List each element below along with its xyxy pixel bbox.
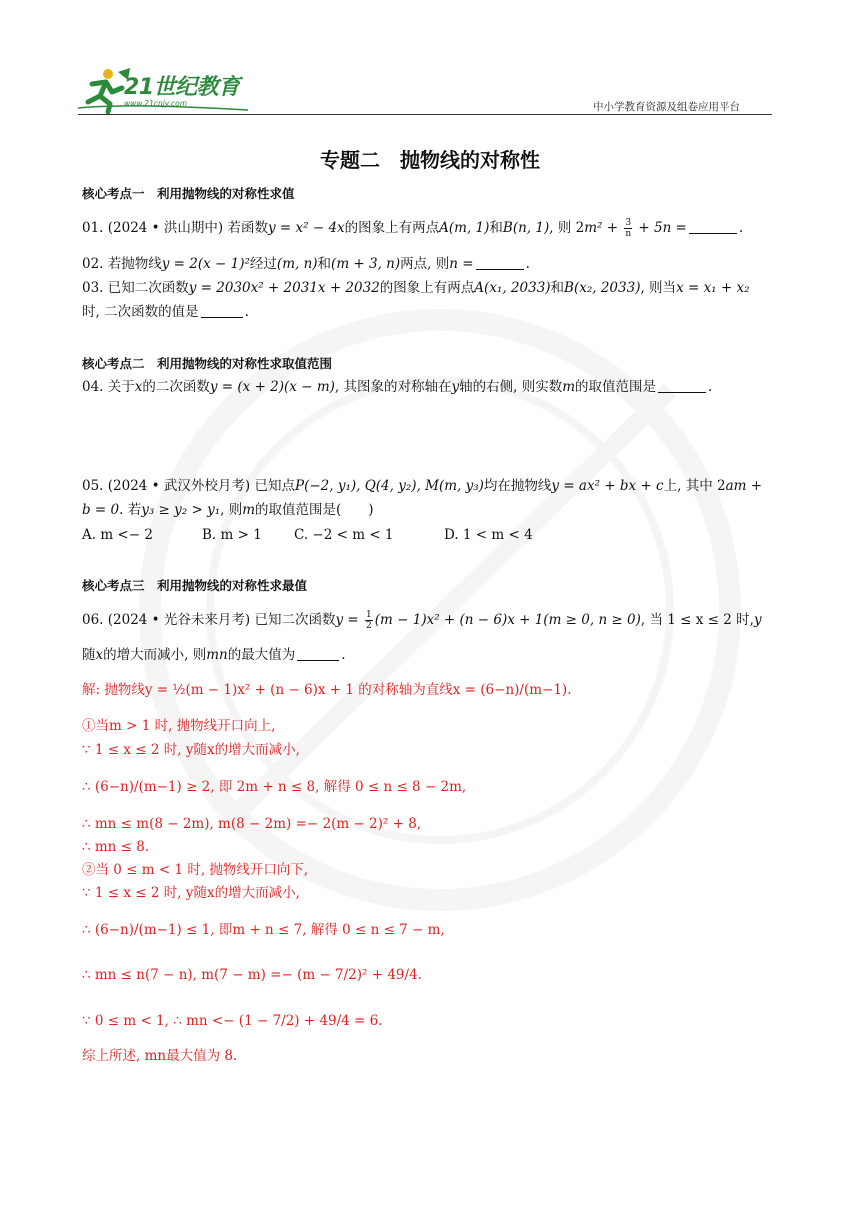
- header-divider: [78, 114, 772, 115]
- question-06-line-1: 06. (2024 • 光谷未来月考) 已知二次函数y = $\frac{1}{2}$ (m − 1)x² + (n − 6)x + 1(m ≥ 0, n ≥ 0), 当 1 ≤ x ≤ 2 时,y: [82, 610, 762, 631]
- answer-blank[interactable]: [689, 220, 737, 235]
- solution-line: 解: 抛物线y = ½(m − 1)x² + (n − 6)x + 1 的对称轴为直线x = (6−n)/(m−1).: [82, 682, 572, 698]
- section-heading-2: 核心考点二 利用抛物线的对称性求取值范围: [82, 356, 333, 371]
- question-01: 01. (2024 • 洪山期中) 若函数y = x² − 4x的图象上有两点A(m, 1)和B(n, 1), 则 2m² + $\frac{3}{n}$ + 5n = .: [82, 218, 744, 239]
- platform-label: 中小学教育资源及组卷应用平台: [593, 101, 740, 113]
- solution-line: ∴ (6−n)/(m−1) ≥ 2, 即 2m + n ≤ 8, 解得 0 ≤ n ≤ 8 − 2m,: [82, 779, 467, 795]
- option-a[interactable]: A. m <− 2: [82, 527, 153, 543]
- logo-url: www.21cnjy.com: [124, 99, 188, 108]
- solution-line: ∵ 1 ≤ x ≤ 2 时, y随x的增大而减小,: [82, 885, 300, 901]
- question-03-line-2: 时, 二次函数的值是 .: [82, 304, 249, 320]
- solution-line: ∵ 1 ≤ x ≤ 2 时, y随x的增大而减小,: [82, 742, 300, 758]
- logo-text: 21世纪教育: [124, 75, 240, 100]
- question-05-options: [82, 524, 780, 546]
- answer-blank[interactable]: [658, 379, 706, 394]
- section-heading-3: 核心考点三 利用抛物线的对称性求最值: [82, 578, 308, 593]
- answer-blank[interactable]: [476, 256, 524, 271]
- answer-blank[interactable]: [201, 304, 243, 319]
- solution-line: ①当m > 1 时, 抛物线开口向上,: [82, 718, 276, 734]
- fraction: $\frac{1}{2}$: [366, 610, 372, 631]
- solution-line: ∵ 0 ≤ m < 1, ∴ mn <− (1 − 7/2) + 49/4 = 6.: [82, 1013, 383, 1029]
- solution-line: ∴ mn ≤ m(8 − 2m), m(8 − 2m) =− 2(m − 2)² + 8,: [82, 816, 422, 832]
- solution-line: ∴ (6−n)/(m−1) ≤ 1, 即m + n ≤ 7, 解得 0 ≤ n ≤ 7 − m,: [82, 922, 445, 938]
- question-05-line-1: 05. (2024 • 武汉外校月考) 已知点P(−2, y₁), Q(4, y₂), M(m, y₃)均在抛物线y = ax² + bx + c上, 其中 2am +: [82, 478, 763, 494]
- solution-line: 综上所述, mn最大值为 8.: [82, 1048, 238, 1064]
- question-03-line-1: 03. 已知二次函数y = 2030x² + 2031x + 2032的图象上有两点A(x₁, 2033)和B(x₂, 2033), 则当x = x₁ + x₂: [82, 280, 750, 296]
- option-c[interactable]: C. −2 < m < 1: [294, 527, 394, 543]
- question-02: 02. 若抛物线y = 2(x − 1)²经过(m, n)和(m + 3, n)两点, 则n = .: [82, 256, 530, 272]
- question-04: 04. 关于x的二次函数y = (x + 2)(x − m), 其图象的对称轴在y轴的右侧, 则实数m的取值范围是 .: [82, 379, 713, 395]
- page-title: 专题二 抛物线的对称性: [320, 148, 540, 172]
- solution-line: ②当 0 ≤ m < 1 时, 抛物线开口向下,: [82, 862, 309, 878]
- solution-line: ∴ mn ≤ n(7 − n), m(7 − m) =− (m − 7/2)² + 49/4.: [82, 967, 422, 983]
- fraction: $\frac{3}{n}$: [625, 218, 632, 239]
- option-b[interactable]: B. m > 1: [202, 527, 262, 543]
- question-05-line-2: b = 0. 若y₃ ≥ y₂ > y₁, 则m的取值范围是( ): [82, 502, 374, 518]
- section-heading-1: 核心考点一 利用抛物线的对称性求值: [82, 186, 295, 201]
- question-06-line-2: 随x的增大而减小, 则mn的最大值为 .: [82, 647, 346, 663]
- solution-line: ∴ mn ≤ 8.: [82, 839, 150, 855]
- answer-blank[interactable]: [297, 647, 339, 662]
- option-d[interactable]: D. 1 < m < 4: [444, 527, 533, 543]
